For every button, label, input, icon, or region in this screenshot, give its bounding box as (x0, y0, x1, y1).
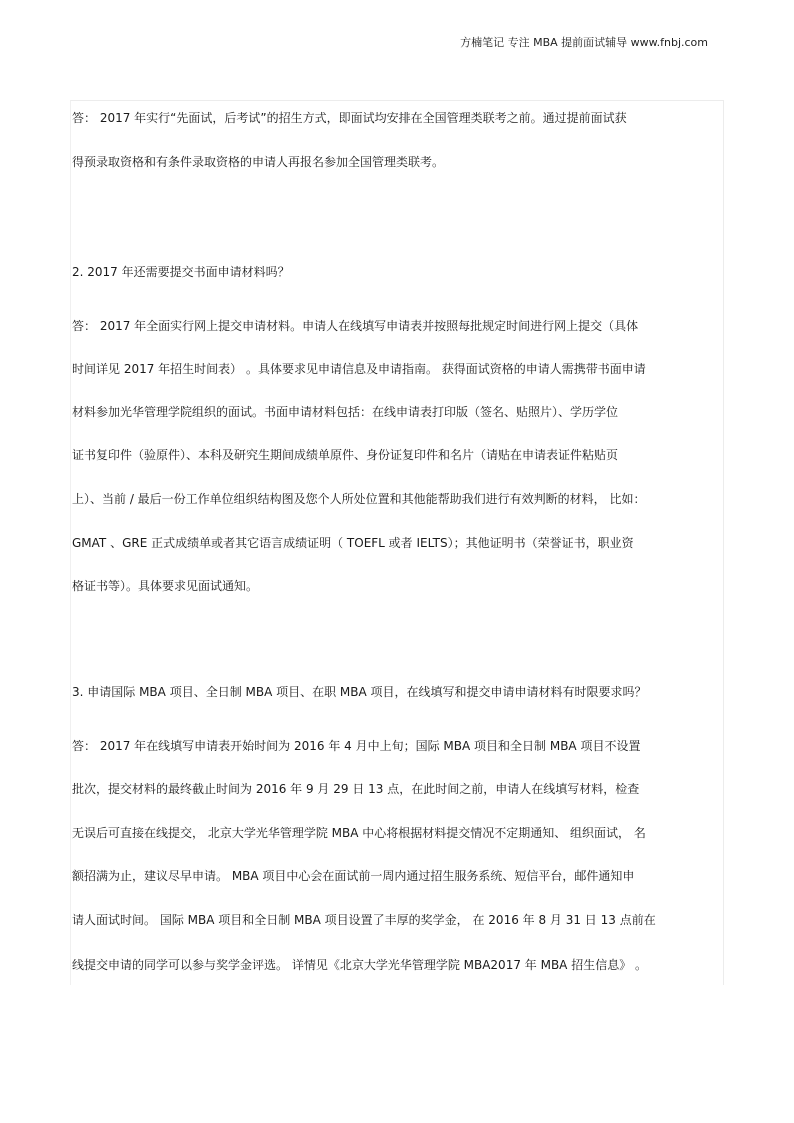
answer-2-line-6: GMAT 、GRE 正式成绩单或者其它语言成绩证明（ TOEFL 或者 IELTS）；其他证明书（荣誉证书，职业资 (72, 536, 634, 550)
answer-3-line-4: 额招满为止，建议尽早申请。 MBA 项目中心会在面试前一周内通过招生服务系统、短信平台，邮件通知申 (72, 869, 635, 883)
answer-3-line-1: 答： 2017 年在线填写申请表开始时间为 2016 年 4 月中上旬；国际 MBA 项目和全日制 MBA 项目不设置 (72, 739, 641, 753)
answer-2-line-4: 证书复印件（验原件）、本科及研究生期间成绩单原件、身份证复印件和名片（请贴在申请表证件粘贴页 (72, 448, 619, 462)
answer-2-line-2: 时间详见 2017 年招生时间表） 。具体要求见申请信息及申请指南。 获得面试资格的申请人需携带书面申请 (72, 362, 646, 376)
answer-2-line-3: 材料参加光华管理学院组织的面试。书面申请材料包括：在线申请表打印版（签名、贴照片）、学历学位 (72, 405, 619, 419)
answer-1-line-2: 得预录取资格和有条件录取资格的申请人再报名参加全国管理类联考。 (72, 155, 445, 169)
answer-3-line-3: 无误后可直接在线提交， 北京大学光华管理学院 MBA 中心将根据材料提交情况不定期通知、 组织面试， 名 (72, 826, 646, 840)
answer-2-line-1: 答： 2017 年全面实行网上提交申请材料。申请人在线填写申请表并按照每批规定时间进行网上提交（具体 (72, 319, 639, 333)
question-2: 2. 2017 年还需要提交书面申请材料吗？ (72, 265, 290, 279)
answer-2-line-7: 格证书等）。具体要求见面试通知。 (72, 579, 259, 593)
answer-2-line-5: 上）、当前 / 最后一份工作单位组织结构图及您个人所处位置和其他能帮助我们进行有效判断的材料， 比如： (72, 492, 646, 506)
answer-1-line-1: 答： 2017 年实行“先面试，后考试”的招生方式，即面试均安排在全国管理类联考之前。通过提前面试获 (72, 111, 627, 125)
answer-3-line-6: 线提交申请的同学可以参与奖学金评选。 详情见《北京大学光华管理学院 MBA2017 年 MBA 招生信息》 。 (72, 958, 648, 972)
question-3: 3. 申请国际 MBA 项目、全日制 MBA 项目、在职 MBA 项目，在线填写和提交申请申请材料有时限要求吗？ (72, 685, 647, 699)
answer-3-line-5: 请人面试时间。 国际 MBA 项目和全日制 MBA 项目设置了丰厚的奖学金， 在 2016 年 8 月 31 日 13 点前在 (72, 913, 656, 927)
page-header: 方楠笔记 专注 MBA 提前面试辅导 www.fnbj.com (460, 36, 708, 49)
answer-3-line-2: 批次，提交材料的最终截止时间为 2016 年 9 月 29 日 13 点，在此时间之前，申请人在线填写材料，检查 (72, 782, 640, 796)
